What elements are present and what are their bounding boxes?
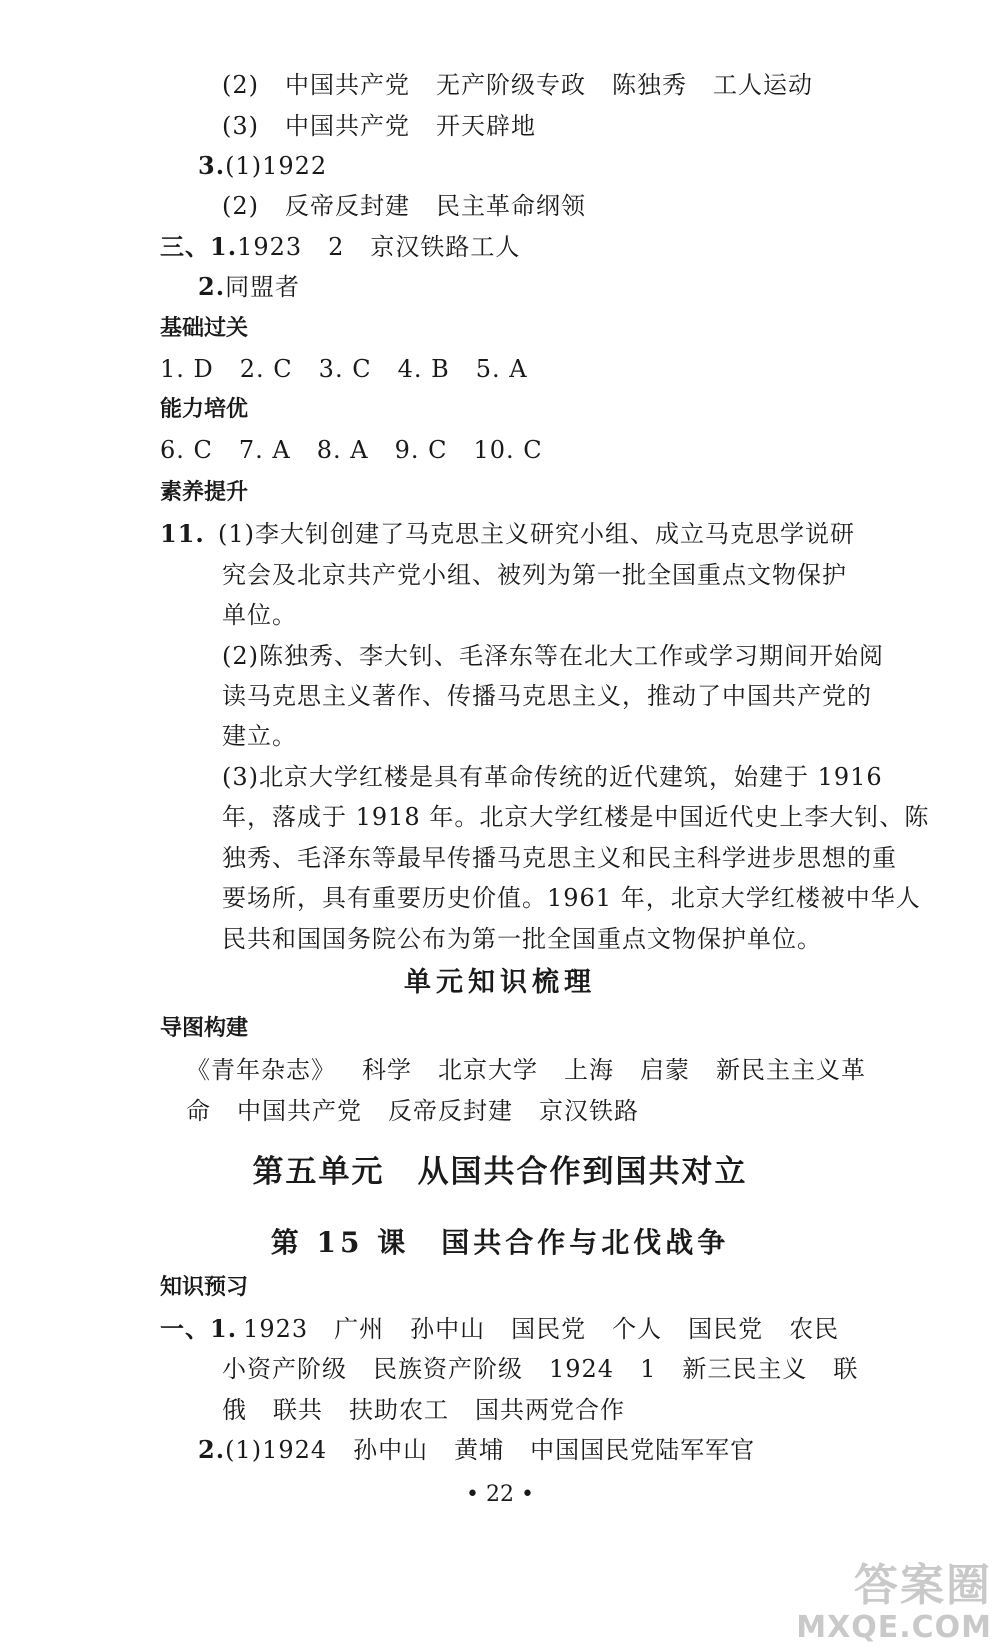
choice-answers bbox=[160, 435, 543, 465]
answer-term: 1 bbox=[640, 1355, 657, 1383]
paragraph-line: 要场所，具有重要历史价值。1961 年，北京大学红楼被中华人 bbox=[222, 884, 921, 912]
mindmap-term: 京汉铁路 bbox=[539, 1097, 639, 1125]
mindmap-term: 新民主主义革 bbox=[716, 1056, 866, 1084]
section-heading-jichu: 基础过关 bbox=[160, 316, 249, 341]
answer-term: 国民党 bbox=[511, 1315, 587, 1343]
answer-term: 联共 bbox=[273, 1396, 323, 1424]
answer-term: 1924 bbox=[549, 1355, 615, 1383]
paragraph-line: (3)北京大学红楼是具有革命传统的近代建筑，始建于 1916 bbox=[222, 763, 883, 791]
choice-answer: 1. D bbox=[160, 355, 214, 383]
item-number: (3) bbox=[222, 112, 259, 140]
answer-term: 孙中山 bbox=[410, 1315, 486, 1343]
choice-answer: 3. C bbox=[318, 355, 372, 383]
answer-term: 同盟者 bbox=[225, 273, 301, 301]
section-heading-suyang: 素养提升 bbox=[160, 480, 249, 505]
answer-line bbox=[198, 1435, 755, 1465]
answer-line bbox=[222, 191, 586, 221]
answer-term: 1922 bbox=[262, 152, 328, 180]
choice-answer: 4. B bbox=[397, 355, 450, 383]
choice-answer: 5. A bbox=[475, 355, 528, 383]
answer-line bbox=[222, 1395, 625, 1425]
answer-term: 开天辟地 bbox=[436, 112, 536, 140]
mindmap-term: 北京大学 bbox=[438, 1056, 538, 1084]
watermark-url: MXQE.COM bbox=[796, 1610, 992, 1645]
item-number: 3. bbox=[198, 151, 226, 180]
answer-line bbox=[222, 111, 536, 141]
answer-term: 中国共产党 bbox=[285, 112, 410, 140]
answer-term: 国民党 bbox=[688, 1315, 764, 1343]
mindmap-term: 反帝反封建 bbox=[388, 1097, 513, 1125]
section-heading-nengli: 能力培优 bbox=[160, 397, 249, 422]
answer-line bbox=[160, 1314, 839, 1344]
answer-term: 广州 bbox=[334, 1315, 385, 1343]
section-heading-daotu: 导图构建 bbox=[160, 1016, 249, 1041]
answer-term: 俄 bbox=[222, 1396, 247, 1424]
mindmap-line bbox=[186, 1055, 866, 1085]
choice-answer: 2. C bbox=[239, 355, 293, 383]
page-number: • 22 • bbox=[466, 1482, 534, 1507]
answer-term: 国共两党合作 bbox=[475, 1396, 625, 1424]
unit-review-title: 单元知识梳理 bbox=[404, 967, 596, 998]
answer-term: 1923 bbox=[243, 1315, 309, 1343]
sub-number: (1) bbox=[225, 1436, 263, 1464]
answer-line bbox=[198, 272, 300, 302]
answer-term: 中国国民党陆军军官 bbox=[530, 1436, 756, 1464]
answer-term: 民族资产阶级 bbox=[373, 1355, 523, 1383]
watermark-logo bbox=[796, 1561, 992, 1645]
unit-title: 第五单元 从国共合作到国共对立 bbox=[252, 1154, 748, 1190]
answer-term: 京汉铁路工人 bbox=[370, 233, 521, 261]
choice-answer: 7. A bbox=[238, 436, 291, 464]
mindmap-term: 上海 bbox=[564, 1056, 614, 1084]
paragraph-line: 读马克思主义著作、传播马克思主义，推动了中国共产党的 bbox=[222, 682, 872, 710]
answer-term: 反帝反封建 bbox=[285, 192, 410, 220]
choice-answers bbox=[160, 354, 528, 384]
item-number: 一、1. bbox=[160, 1314, 238, 1343]
paragraph-line: 究会及北京共产党小组、被列为第一批全国重点文物保护 bbox=[222, 561, 847, 589]
answer-term: 新三民主义 bbox=[682, 1355, 808, 1383]
answer-term: 工人运动 bbox=[713, 71, 813, 99]
mindmap-term: 《青年杂志》 bbox=[186, 1056, 336, 1084]
item-number: 三、1. bbox=[160, 232, 238, 261]
answer-term: 陈独秀 bbox=[612, 71, 687, 99]
paragraph-line: 独秀、毛泽东等最早传播马克思主义和民主科学进步思想的重 bbox=[222, 844, 897, 872]
item-number: 11. bbox=[160, 519, 205, 548]
paragraph-line: (1)李大钊创建了马克思主义研究小组、成立马克思学说研 bbox=[218, 520, 855, 548]
answer-term: 孙中山 bbox=[353, 1436, 429, 1464]
item-number: (2) bbox=[222, 192, 259, 220]
answer-term: 个人 bbox=[612, 1315, 663, 1343]
item-number: 2. bbox=[198, 1435, 226, 1464]
lesson-title: 第 15 课 国共合作与北伐战争 bbox=[270, 1226, 730, 1259]
answer-term: 黄埔 bbox=[454, 1436, 505, 1464]
choice-answer: 6. C bbox=[160, 436, 213, 464]
mindmap-term: 启蒙 bbox=[640, 1056, 690, 1084]
item-number: 2. bbox=[198, 272, 226, 301]
section-heading-yuxi: 知识预习 bbox=[160, 1275, 249, 1300]
answer-line bbox=[198, 151, 327, 181]
answer-term: 联 bbox=[833, 1355, 859, 1383]
mindmap-line bbox=[186, 1096, 639, 1126]
answer-line bbox=[222, 70, 813, 100]
watermark-text: 答案圈 bbox=[854, 1560, 992, 1611]
answer-term: 民主革命纲领 bbox=[436, 192, 586, 220]
mindmap-term: 中国共产党 bbox=[237, 1097, 362, 1125]
answer-line bbox=[160, 232, 520, 262]
answer-term: 1923 bbox=[237, 233, 303, 261]
paragraph-line: 年，落成于 1918 年。北京大学红楼是中国近代史上李大钊、陈 bbox=[222, 803, 930, 831]
answer-term: 小资产阶级 bbox=[222, 1355, 347, 1383]
paragraph-line: (2)陈独秀、李大钊、毛泽东等在北大工作或学习期间开始阅 bbox=[222, 642, 884, 670]
answer-term: 1924 bbox=[262, 1436, 328, 1464]
answer-term: 无产阶级专政 bbox=[436, 71, 586, 99]
mindmap-term: 命 bbox=[186, 1097, 211, 1125]
paragraph-line: 民共和国国务院公布为第一批全国重点文物保护单位。 bbox=[222, 925, 822, 953]
sub-number: (1) bbox=[225, 152, 263, 180]
answer-term: 中国共产党 bbox=[285, 71, 410, 99]
mindmap-term: 科学 bbox=[362, 1056, 412, 1084]
choice-answer: 10. C bbox=[473, 436, 543, 464]
choice-answer: 8. A bbox=[316, 436, 369, 464]
answer-term: 扶助农工 bbox=[349, 1396, 449, 1424]
item-number: (2) bbox=[222, 71, 259, 99]
answer-line bbox=[222, 1354, 858, 1384]
answer-term: 农民 bbox=[789, 1315, 840, 1343]
paragraph-line: 建立。 bbox=[222, 722, 297, 750]
choice-answer: 9. C bbox=[394, 436, 448, 464]
paragraph-line: 单位。 bbox=[222, 601, 297, 629]
answer-term: 2 bbox=[328, 233, 345, 261]
